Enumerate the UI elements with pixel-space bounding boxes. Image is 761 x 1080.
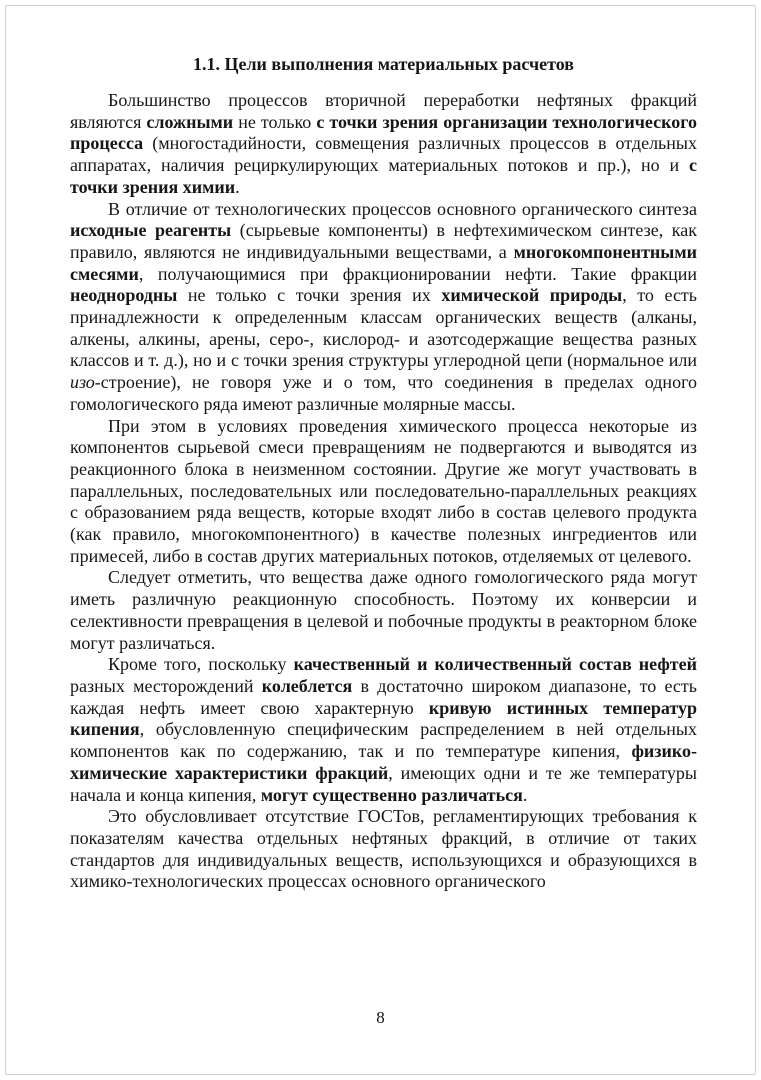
text-run: -строение), не говоря уже и о том, что соединения в пределах одного гомологического ряда имеют различные молярные массы. xyxy=(70,372,697,414)
text-run: разных месторождений xyxy=(70,675,262,696)
text-run: Следует отметить, что вещества даже одного гомологического ряда могут иметь различную реакционную способность. Поэтому их конверсии и селективности превращения в целевой и побочные продукты в реакторном блоке могут различаться. xyxy=(70,567,697,653)
text-run: Кроме того, поскольку xyxy=(108,654,294,675)
text-run: с точки зрения химии xyxy=(70,155,697,197)
text-run: неоднородны xyxy=(70,285,178,306)
text-run: многокомпонентными смесями xyxy=(70,241,697,284)
text-run: При этом в условиях проведения химического процесса некоторые из компонентов сырьевой смеси превращениям не подвергаются и выводятся из реакционного блока в неизменном состоянии. Другие же могут участвовать в параллельных, последовательных или последовательно-параллельных реакциях с образованием ряда веществ, которые входят либо в состав целевого продукта (как правило, многокомпонентного) в качестве полезных ингредиентов или примесей, либо в состав других материальных потоков, отделяемых от целевого. xyxy=(70,415,697,566)
text-run: , имеющих одни и те же температуры начала и конца кипения, xyxy=(70,762,697,805)
text-run: (сырьевые компоненты) в нефтехимическом синтезе, как правило, являются не индивидуальными веществами, а xyxy=(70,220,697,262)
text-run: , получающимися при фракционировании нефти. Такие фракции xyxy=(138,263,697,284)
text-run: могут существенно различаться xyxy=(260,784,523,805)
text-run: , обусловленную специфическим распределением в ней отдельных компонентов как по содержанию, так и по температуре кипения, xyxy=(70,719,697,762)
text-run: исходные реагенты xyxy=(70,220,232,241)
paragraph xyxy=(70,416,697,568)
paragraph xyxy=(70,806,697,893)
text-run: сложными xyxy=(146,111,234,132)
page-number: 8 xyxy=(376,1008,385,1027)
text-run: не только с точки зрения их xyxy=(177,285,442,306)
paragraph xyxy=(70,199,697,416)
section-title: 1.1. Цели выполнения материальных расчетов xyxy=(192,54,575,74)
text-run: . xyxy=(522,784,528,805)
text-run: не только xyxy=(233,111,317,132)
text-run: Большинство процессов вторичной переработки нефтяных фракций являются xyxy=(70,90,697,132)
text-run: физико-химические характеристики фракций xyxy=(70,741,697,783)
text-run: В отличие от технологических процессов основного органического синтеза xyxy=(108,198,697,219)
text-run: (многостадийности, совмещения различных процессов в отдельных аппаратах, наличия рециркулирующих материальных потоков и пр.), но и xyxy=(70,133,697,176)
text-run: кривую истинных температур кипения xyxy=(70,697,697,740)
text-run: качественный и количественный состав нефтей xyxy=(293,654,698,675)
paragraph xyxy=(70,654,697,806)
paragraph xyxy=(70,90,697,199)
paragraphs xyxy=(70,90,697,893)
text-run: Это обусловливает отсутствие ГОСТов, регламентирующих требования к показателям качества отдельных нефтяных фракций, в отличие от таких стандартов для индивидуальных веществ, использующихся и образующихся в химико-технологических процессах основного органического xyxy=(70,806,697,892)
text-run: изо xyxy=(70,372,95,393)
text-run: , то есть принадлежности к определенным классам органических веществ (алканы, алкены, алкины, арены, серо-, кислород- и азотсодержащие вещества разных классов и т. д.), но и с точки зрения структуры углеродной цепи (нормальное или xyxy=(70,285,698,371)
text-run: с точки зрения организации технологического процесса xyxy=(70,111,697,154)
text-run: химической природы xyxy=(441,285,623,306)
text-run: в достаточно широком диапазоне, то есть каждая нефть имеет свою характерную xyxy=(70,675,697,718)
page-content xyxy=(70,52,697,893)
text-run: . xyxy=(235,176,240,197)
paragraph xyxy=(70,567,697,654)
text-run: колеблется xyxy=(261,675,353,696)
